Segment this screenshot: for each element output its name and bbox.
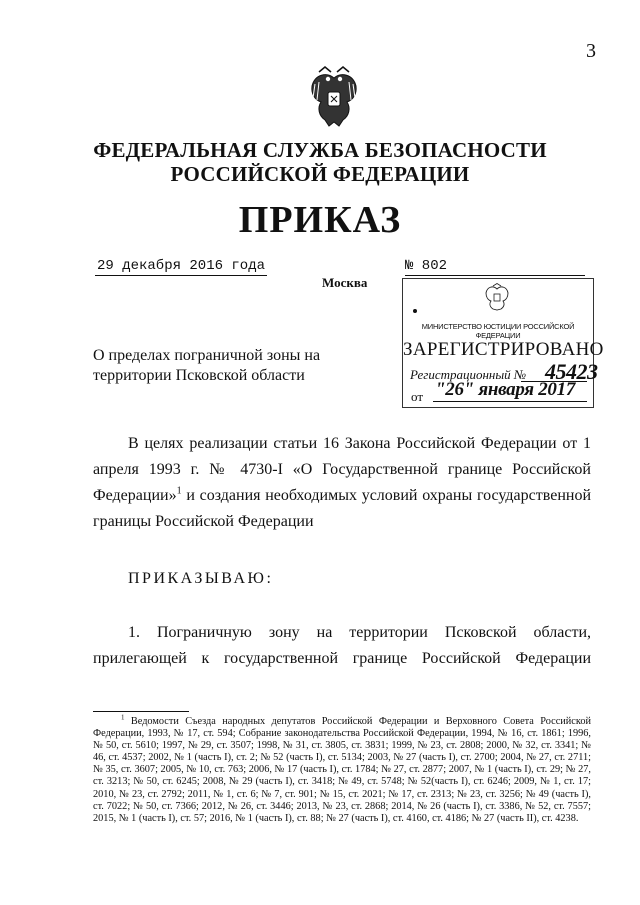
order-date: 29 декабря 2016 года bbox=[96, 258, 266, 274]
footnote-separator bbox=[93, 711, 189, 712]
footnote-reference: 1 bbox=[176, 485, 182, 497]
stamp-emblem-icon bbox=[485, 283, 509, 311]
agency-name-line-2: РОССИЙСКОЙ ФЕДЕРАЦИИ bbox=[170, 162, 470, 186]
stamp-registered-label: ЗАРЕГИСТРИРОВАНО bbox=[403, 339, 604, 360]
stamp-date-underline bbox=[433, 401, 587, 402]
footnote-mark: 1 bbox=[121, 713, 125, 722]
stamp-from-label: от bbox=[411, 389, 424, 404]
coat-of-arms-emblem bbox=[309, 64, 359, 130]
preamble-paragraph bbox=[93, 431, 591, 535]
footnote bbox=[93, 713, 591, 825]
footnote-text: Ведомости Съезда народных депутатов Российской Федерации и Верховного Совета Российской Федерации, 1993, № 17, ст. 594; Собрание законодательства Российской Федерации, 1994, № 16, ст. 1861; 1996, № 50, ст. 5610; 1997, № 29, ст. 3507; 1998, № 31, ст. 3805, ст. 3831; 1999, № 23, ст. 2808; 2000, № 32, ст. 3341; № 46, ст. 4537; 2002, № 1 (часть I), ст. 2; № 52 (часть I), ст. 5134; 2003, № 27 (часть I), ст. 2700; 2004, № 27, ст. 2711; № 35, ст. 3607; 2005, № 10, ст. 763; 2006, № 17 (часть I), ст. 1784; № 27, ст. 2877; 2007, № 1 (часть I), ст. 29; № 27, ст. 3213; № 50, ст. 6245; 2008, № 29 (часть I), ст. 3418; № 49, ст. 5748; № 52(часть I), ст. 6246; 2009, № 1, ст. 17; 2010, № 23, ст. 2792; 2011, № 1, ст. 6; № 7, ст. 901; № 15, ст. 2021; № 17, ст. 2313; № 23, ст. 3256; № 49 (часть I), ст. 7022; № 50, ст. 7366; 2012, № 26, ст. 3446; 2013, № 23, ст. 2868; 2014, № 26 (часть I), ст. 3386, № 52, ст. 7557; 2015, № 1 (часть I), ст. 57; 2016, № 1 (часть I), ст. 88; № 27 (часть I), ст. 4160, ст. 4186; № 27 (часть II), ст. 4238. bbox=[93, 716, 591, 824]
page-number: 3 bbox=[586, 40, 596, 62]
preamble-text: В целях реализации статьи 16 Закона Российской Федерации от 1 апреля 1993 г. № 4730-I «О Государственной границе Российской Федерации» bbox=[93, 435, 591, 504]
stamp-dot bbox=[413, 309, 417, 313]
stamp-registration-number: 45423 bbox=[545, 359, 598, 384]
stamp-handwritten-date: "26" января 2017 bbox=[435, 379, 576, 400]
registration-stamp bbox=[402, 278, 604, 408]
order-directive-heading: ПРИКАЗЫВАЮ: bbox=[128, 570, 274, 587]
preamble-text-continued: и создания необходимых условий охраны государственной границы Российской Федерации bbox=[93, 487, 591, 530]
stamp-registration-number-label: Регистрационный № bbox=[410, 367, 527, 382]
agency-name-line-1: ФЕДЕРАЛЬНАЯ СЛУЖБА БЕЗОПАСНОСТИ bbox=[93, 138, 547, 162]
stamp-ministry-name: МИНИСТЕРСТВО ЮСТИЦИИ РОССИЙСКОЙ ФЕДЕРАЦИИ bbox=[421, 322, 575, 340]
city-label: Москва bbox=[322, 275, 368, 290]
order-number: № 802 bbox=[405, 258, 585, 276]
clause-1-paragraph: 1. Пограничную зону на территории Псковской области, прилегающей к государственной границе Российской Федерации bbox=[93, 624, 591, 667]
order-subject: О пределах пограничной зоны на территории Псковской области bbox=[93, 347, 321, 384]
document-type-title: ПРИКАЗ bbox=[238, 199, 402, 241]
